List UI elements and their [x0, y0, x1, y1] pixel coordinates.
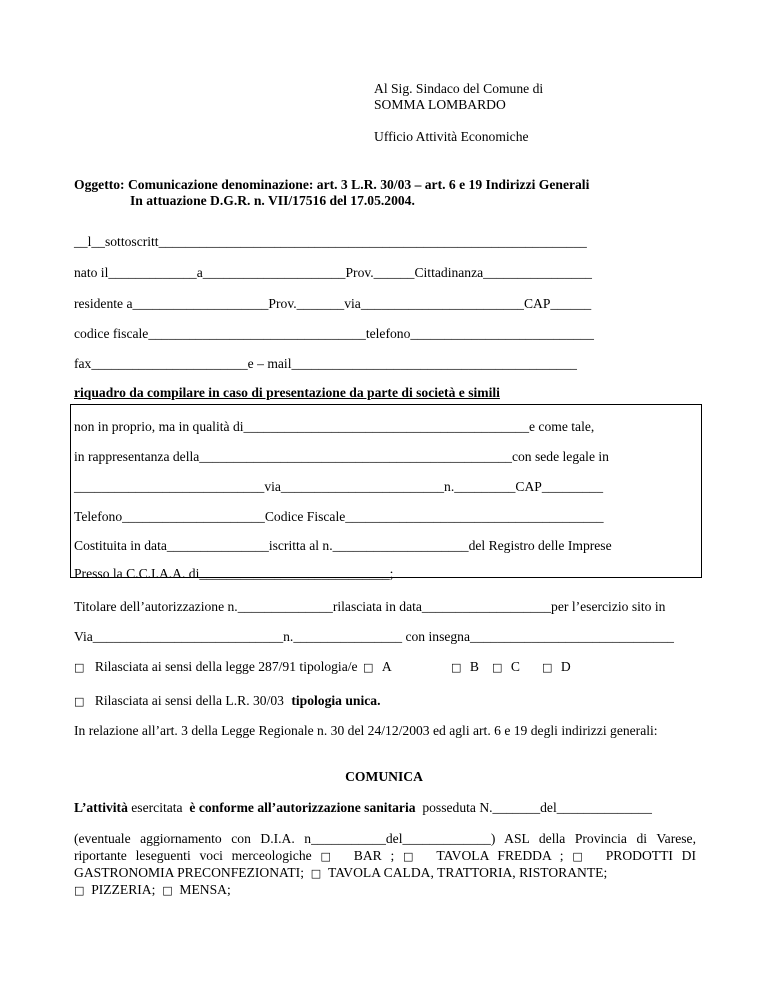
closing-line-3-text: GASTRONOMIA PRECONFEZIONATI; — [74, 865, 304, 880]
bar-label: BAR ; — [353, 848, 395, 863]
activity-part-4: posseduta N._______del______________ — [415, 800, 652, 815]
activity-part-3: è conforme all’autorizzazione sanitaria — [189, 800, 416, 815]
type-c-option[interactable] — [492, 659, 520, 675]
mensa-label: MENSA; — [179, 882, 231, 897]
closing-line-3 — [74, 865, 607, 881]
type-a-checkbox[interactable]: □ — [363, 661, 374, 674]
company-line-2[interactable]: in rappresentanza della______________________________________________con sede legale in — [74, 449, 609, 464]
company-line-1[interactable]: non in proprio, ma in qualità di__________________________________________e come tale, — [74, 419, 595, 434]
closing-line-4 — [74, 882, 231, 898]
personal-line-2[interactable]: nato il_____________a_____________________Prov.______Cittadinanza________________ — [74, 265, 592, 280]
type-a-option[interactable] — [363, 659, 392, 675]
type-b-option[interactable] — [451, 659, 479, 675]
personal-line-5[interactable]: fax_______________________e – mail__________________________________________ — [74, 356, 577, 371]
law-287-option — [74, 659, 358, 675]
tavola-calda-checkbox[interactable]: □ — [310, 867, 322, 880]
relation-text: In relazione all’art. 3 della Legge Regionale n. 30 del 24/12/2003 ed agli art. 6 e 19 degli indirizzi generali: — [74, 723, 658, 738]
law-30-label: Rilasciata ai sensi della L.R. 30/03 — [94, 693, 284, 708]
law-30-option — [74, 693, 381, 709]
recipient-line-1: Al Sig. Sindaco del Comune di — [374, 81, 544, 96]
type-b-label: B — [469, 659, 479, 674]
activity-part-1: L’attività — [74, 800, 128, 815]
law-30-checkbox[interactable]: □ — [74, 695, 85, 708]
type-c-checkbox[interactable]: □ — [492, 661, 503, 674]
personal-line-3[interactable]: residente a____________________Prov._______via________________________CAP______ — [74, 296, 592, 311]
closing-line-1[interactable]: (eventuale aggiornamento con D.I.A. n___________del_____________) ASL della Provincia di Varese, — [74, 831, 696, 846]
closing-line-2 — [74, 848, 696, 864]
type-a-label: A — [381, 659, 392, 674]
mensa-checkbox[interactable]: □ — [162, 884, 173, 897]
type-d-label: D — [560, 659, 571, 674]
activity-line[interactable] — [74, 800, 652, 816]
company-line-6[interactable]: Presso la C.C.I.A.A. di____________________________; — [74, 566, 394, 581]
company-line-4[interactable]: Telefono_____________________Codice Fiscale______________________________________ — [74, 509, 604, 524]
type-b-checkbox[interactable]: □ — [451, 661, 462, 674]
personal-line-4[interactable]: codice fiscale________________________________telefono___________________________ — [74, 326, 594, 341]
law-30-bold: tipologia unica. — [291, 693, 381, 708]
closing-line-2-text: riportante leseguenti voci merceologiche — [74, 848, 312, 863]
type-c-label: C — [510, 659, 520, 674]
company-line-3[interactable]: ____________________________via________________________n._________CAP_________ — [74, 479, 604, 494]
authorization-line-1[interactable]: Titolare dell’autorizzazione n.______________rilasciata in data___________________per l’esercizio sito in — [74, 599, 666, 614]
personal-line-1[interactable]: __l__sottoscritt_______________________________________________________________ — [74, 234, 587, 249]
pizzeria-checkbox[interactable]: □ — [74, 884, 85, 897]
activity-part-2: esercitata — [127, 800, 190, 815]
type-d-option[interactable] — [542, 659, 571, 675]
bar-checkbox[interactable]: □ — [320, 850, 337, 863]
recipient-line-2: SOMMA LOMBARDO — [374, 97, 506, 112]
law-287-label: Rilasciata ai sensi della legge 287/91 tipologia/e — [94, 659, 358, 674]
tavola-fredda-checkbox[interactable]: □ — [403, 850, 419, 863]
pizzeria-label: PIZZERIA; — [91, 882, 156, 897]
subject-line-1: Oggetto: Comunicazione denominazione: art. 3 L.R. 30/03 – art. 6 e 19 Indirizzi Generali — [74, 177, 590, 192]
authorization-line-2[interactable]: Via____________________________n.________________ con insegna______________________________ — [74, 629, 674, 644]
tavola-fredda-label: TAVOLA FREDDA ; — [436, 848, 564, 863]
subject-line-2: In attuazione D.G.R. n. VII/17516 del 17.05.2004. — [130, 193, 415, 208]
company-line-5[interactable]: Costituita in data_______________iscritta al n.____________________del Registro delle Imprese — [74, 538, 612, 553]
type-d-checkbox[interactable]: □ — [542, 661, 553, 674]
tavola-calda-label: TAVOLA CALDA, TRATTORIA, RISTORANTE; — [327, 865, 608, 880]
recipient-office: Ufficio Attività Economiche — [374, 129, 529, 144]
company-box-heading: riquadro da compilare in caso di presentazione da parte di società e simili — [74, 385, 500, 400]
law-287-checkbox[interactable]: □ — [74, 661, 85, 674]
communicates-heading: COMUNICA — [345, 769, 423, 784]
prodotti-label: PRODOTTI DI — [605, 848, 697, 863]
prodotti-checkbox[interactable]: □ — [572, 850, 589, 863]
